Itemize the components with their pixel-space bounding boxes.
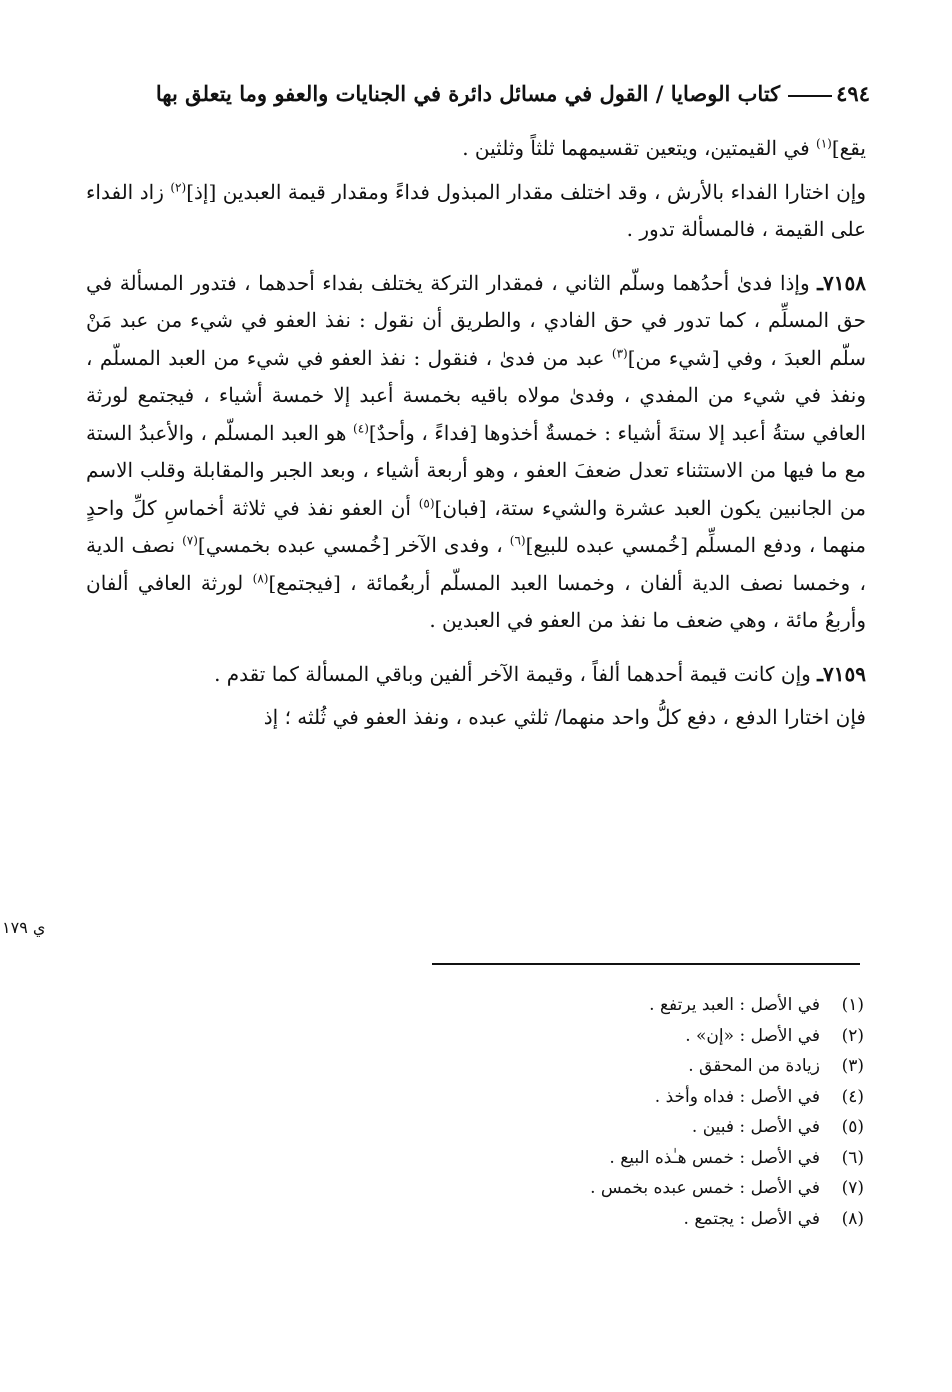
footnote-number: (٤) — [841, 1086, 864, 1107]
footnote-text: زيادة من المحقق . — [688, 1056, 820, 1076]
footnote-number: (٦) — [841, 1147, 864, 1168]
footnote-marker: (٤) — [353, 420, 369, 435]
paragraph — [86, 174, 866, 249]
header-rule — [788, 95, 832, 97]
footnote-item — [590, 1143, 864, 1174]
margin-page-reference: ي ١٧٩ — [2, 918, 46, 937]
text-run: وإن اختارا الفداء بالأرش ، وقد اختلف مقدار المبذول فداءً ومقدار قيمة العبدين [إذ] — [186, 179, 866, 204]
footnote-number: (٣) — [841, 1056, 864, 1076]
footnote-marker: (٧) — [182, 533, 198, 548]
paragraph — [86, 265, 866, 640]
text-run: نصف الدية ، وخمسا نصف الدية ألفان ، وخمسا العبد المسلّم أربعُمائة ، [فيجتمع] — [86, 533, 867, 595]
footnote-item — [590, 1204, 864, 1235]
footnote-number: (٢) — [841, 1025, 864, 1046]
footnote-marker: (٢) — [170, 179, 187, 194]
running-header — [86, 80, 870, 108]
issue-number: ٧١٥٩ـ — [817, 661, 866, 686]
footnote-marker: (١) — [816, 136, 832, 151]
main-text — [86, 130, 866, 737]
footnote-number: (٨) — [841, 1208, 864, 1229]
text-run: أن العفو نفذ في ثلاثة أخماسِ كلِّ واحدٍ منهما ، ودفع المسلِّم [خُمسي عبده للبيع] — [86, 495, 866, 557]
footnote-item — [590, 1173, 864, 1204]
paragraph — [86, 699, 866, 737]
footnote-text: في الأصل : خمس عبده بخمس . — [590, 1178, 820, 1198]
footnote-number: (١) — [841, 995, 864, 1015]
footnote-item — [590, 990, 864, 1021]
footnote-text: في الأصل : فبين . — [691, 1117, 820, 1137]
running-title: كتاب الوصايا / القول في مسائل دائرة في الجنايات والعفو وما يتعلق بها — [155, 81, 781, 106]
footnote-item — [590, 1082, 864, 1113]
footnote-marker: (٦) — [509, 533, 526, 548]
text-run: وإن كانت قيمة أحدهما ألفاً ، وقيمة الآخر ألفين وباقي المسألة كما تقدم . — [214, 661, 818, 686]
text-run: فإن اختارا الدفع ، دفع كلُّ واحد منهما/ ثلثي عبده ، ونفذ العفو في ثُلثه ؛ إذ — [263, 705, 866, 729]
footnote-separator — [432, 963, 860, 965]
footnote-text: في الأصل : فداه وأخذ . — [654, 1086, 820, 1107]
text-run: هو العبد المسلّم ، والأعبدُ الستة مع ما فيها من الاستثناء تعدل ضعفَ العفو ، وهو أربعة أشياء ، وبعد الجبر والمقابلة وقلب الاسم من الجانبين يكون العبد عشرة والشيء ستة، [فبان] — [86, 420, 867, 520]
footnote-marker: (٨) — [252, 570, 269, 585]
footnote-marker: (٣) — [611, 345, 628, 360]
footnote-item — [590, 1021, 864, 1052]
paragraph — [86, 656, 866, 694]
footnote-item — [590, 1051, 864, 1082]
text-run: ، وفدى الآخر [خُمسي عبده بخمسي] — [197, 533, 510, 557]
text-run: زاد الفداء على القيمة ، فالمسألة تدور . — [86, 179, 866, 241]
footnote-text: في الأصل : «إن» . — [685, 1025, 820, 1046]
footnote-text: في الأصل : العبد يرتفع . — [649, 995, 820, 1015]
text-run: وإذا فدىٰ أحدُهما وسلّم الثاني ، فمقدار التركة يختلف بفداء أحدهما ، فتدور المسألة في حق المسلِّم ، كما تدور في حق الفادي ، والطريق أن نقول : نفذ العفو في شيء من عبد مَنْ سلّم العبدَ ، وفي [شيء من] — [86, 270, 867, 370]
footnote-number: (٥) — [841, 1117, 864, 1137]
footnote-text: في الأصل : خمس هـٰذه البيع . — [609, 1147, 820, 1168]
footnote-text: في الأصل : يجتمع . — [683, 1208, 820, 1229]
footnote-item — [590, 1112, 864, 1143]
text-run: في القيمتين، ويتعين تقسيمهما ثلثاً وثلثين . — [462, 136, 817, 160]
paragraph — [86, 130, 866, 168]
page-number: ٤٩٤ — [836, 81, 870, 106]
text-run: عبد من فدىٰ ، فنقول : نفذ العفو في شيء من العبد المسلّم ، ونفذ في شيء من المفدي ، وفدىٰ مولاه باقيه بخمسة أعبد إلا خمسة أشياء ، فيجتمع لورثة العافي ستةُ أعبد إلا ستةَ أشياء : خمسةٌ أخذوها [فداءً ، وأحدٌ] — [86, 345, 866, 445]
footnote-number: (٧) — [841, 1178, 864, 1198]
text-run: يقع] — [831, 136, 866, 160]
text-run: لورثة العافي ألفان وأربعُ مائة ، وهي ضعف ما نفذ من العفو في العبدين . — [86, 570, 866, 632]
issue-number: ٧١٥٨ـ — [817, 270, 866, 295]
footnotes — [590, 990, 864, 1234]
footnote-marker: (٥) — [418, 495, 435, 510]
